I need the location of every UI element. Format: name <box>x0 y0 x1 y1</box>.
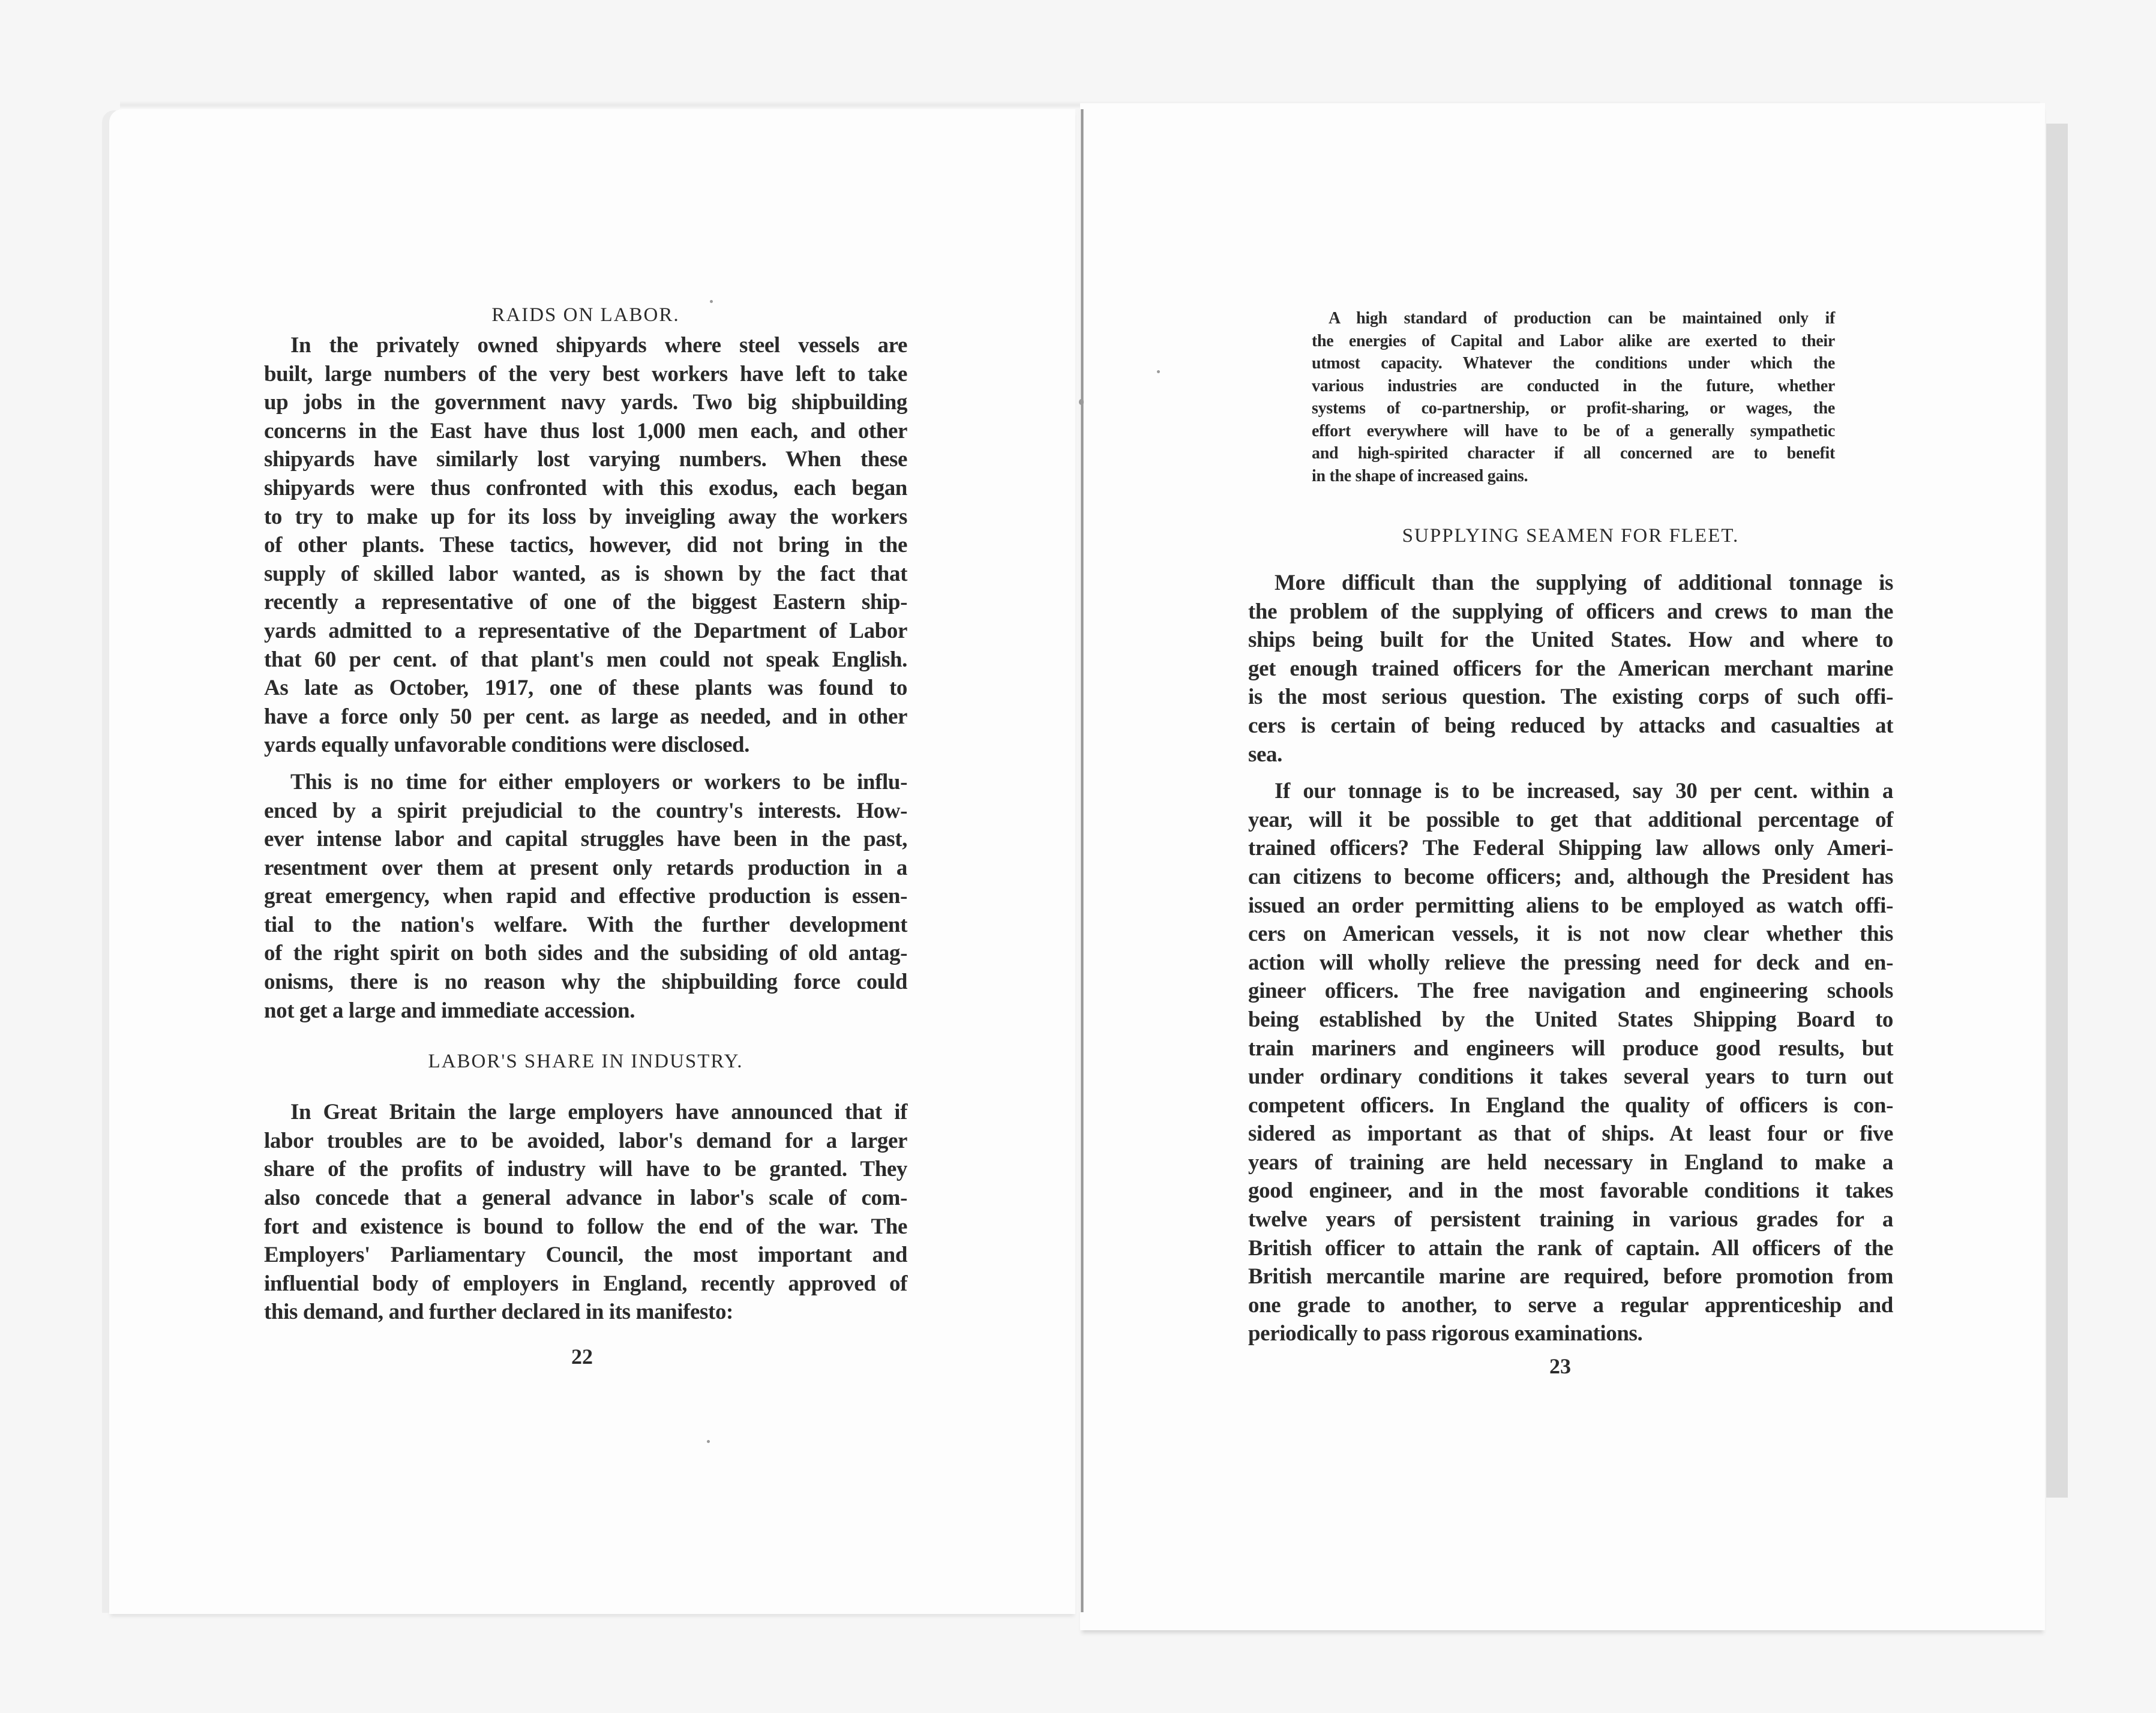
left-page-text <box>264 300 907 1327</box>
paragraph <box>1248 777 1893 1348</box>
page-number-left: 22 <box>571 1345 593 1369</box>
quote-line: A high standard of production can be maintained only if <box>1329 309 1835 328</box>
text-line: built, large numbers of the very best workers have left to take <box>264 361 907 386</box>
text-line: In the privately owned shipyards where steel vessels are <box>290 333 907 358</box>
text-line: As late as October, 1917, one of these plants was found to <box>264 676 907 701</box>
text-line: also concede that a general advance in labor's scale of com- <box>264 1186 907 1211</box>
text-line: British officer to attain the rank of captain. All officers of the <box>1248 1235 1893 1261</box>
text-line: under ordinary conditions it takes several years to turn out <box>1248 1064 1893 1090</box>
text-line: labor troubles are to be avoided, labor's demand for a larger <box>264 1128 907 1153</box>
text-line: get enough trained officers for the American merchant marine <box>1248 656 1893 681</box>
text-line: gineer officers. The free navigation and engineering schools <box>1248 979 1893 1004</box>
text-line: periodically to pass rigorous examinations. <box>1248 1321 1643 1346</box>
section-heading-supplying-seamen-for-fleet: SUPPLYING SEAMEN FOR FLEET. <box>1402 525 1740 547</box>
text-line: year, will it be possible to get that additional percentage of <box>1248 807 1893 832</box>
paragraph <box>264 768 907 1025</box>
quote-line: systems of co-partnership, or profit-sharing, or wages, the <box>1312 399 1835 418</box>
text-line: fort and existence is bound to follow the end of the war. The <box>264 1214 907 1239</box>
book-spine <box>1081 109 1084 1612</box>
text-line: shipyards were thus confronted with this exodus, each began <box>264 475 907 500</box>
paragraph <box>264 331 907 760</box>
text-line: cers on American vessels, it is not now clear whether this <box>1248 922 1893 947</box>
text-line: train mariners and engineers will produce good results, but <box>1248 1036 1893 1061</box>
text-line: cers is certain of being reduced by attacks and casualties at <box>1248 713 1893 738</box>
text-line: that 60 per cent. of that plant's men could not speak English. <box>264 647 907 672</box>
text-line: enced by a spirit prejudicial to the country's interests. How- <box>264 798 907 823</box>
text-line: to try to make up for its loss by inveigling away the workers <box>264 504 907 529</box>
right-page-text <box>1248 521 1893 1348</box>
scan-speck <box>710 300 713 303</box>
text-line: have a force only 50 per cent. as large as needed, and in other <box>264 704 907 729</box>
text-line: More difficult than the supplying of additional tonnage is <box>1275 571 1893 595</box>
text-line: years of training are held necessary in England to make a <box>1248 1150 1893 1175</box>
section-heading-labors-share-in-industry: LABOR'S SHARE IN INDUSTRY. <box>428 1051 743 1073</box>
scan-speck <box>1079 399 1084 405</box>
text-line: competent officers. In England the quality of officers is con- <box>1248 1093 1893 1118</box>
text-line: of the right spirit on both sides and the subsiding of old antag- <box>264 941 907 966</box>
text-line: resentment over them at present only retards production in a <box>264 855 907 880</box>
text-line: In Great Britain the large employers have announced that if <box>290 1100 907 1125</box>
text-line: yards equally unfavorable conditions were disclosed. <box>264 733 750 758</box>
scan-speck <box>1157 370 1160 373</box>
text-line: recently a representative of one of the biggest Eastern ship- <box>264 590 907 615</box>
text-line: is the most serious question. The existing corps of such offi- <box>1248 685 1893 710</box>
paragraph <box>264 1098 907 1327</box>
text-line: the problem of the supplying of officers and crews to man the <box>1248 599 1893 624</box>
text-line: ships being built for the United States. How and where to <box>1248 628 1893 653</box>
page-stack-edge <box>2046 124 2068 1498</box>
text-line: supply of skilled labor wanted, as is shown by the fact that <box>264 561 907 586</box>
text-line: sea. <box>1248 742 1282 767</box>
text-line: onisms, there is no reason why the shipbuilding force could <box>264 970 907 995</box>
quote-line: and high-spirited character if all concerned are to benefit <box>1312 444 1835 463</box>
text-line: trained officers? The Federal Shipping law allows only Ameri- <box>1248 836 1893 861</box>
section-heading-raids-on-labor: RAIDS ON LABOR. <box>491 304 680 326</box>
text-line: shipyards have similarly lost varying numbers. When these <box>264 447 907 472</box>
text-line: up jobs in the government navy yards. Two big shipbuilding <box>264 390 907 415</box>
text-line: If our tonnage is to be increased, say 30 per cent. within a <box>1275 779 1893 804</box>
block-quote <box>1312 307 1835 487</box>
text-line: of other plants. These tactics, however, did not bring in the <box>264 533 907 558</box>
page-number-right: 23 <box>1549 1354 1571 1378</box>
quote-line: utmost capacity. Whatever the conditions under which the <box>1312 354 1835 373</box>
text-line: one grade to another, to serve a regular apprenticeship and <box>1248 1292 1893 1318</box>
text-line: not get a large and immediate accession. <box>264 998 635 1023</box>
text-line: twelve years of persistent training in various grades for a <box>1248 1207 1893 1232</box>
quote-line: various industries are conducted in the future, whether <box>1312 376 1835 395</box>
text-line: share of the profits of industry will have to be granted. They <box>264 1157 907 1182</box>
text-line: British mercantile marine are required, before promotion from <box>1248 1264 1893 1289</box>
text-line: action will wholly relieve the pressing need for deck and en- <box>1248 950 1893 975</box>
text-line: great emergency, when rapid and effective production is essen- <box>264 884 907 909</box>
text-line: good engineer, and in the most favorable conditions it takes <box>1248 1178 1893 1204</box>
text-line: sidered as important as that of ships. At least four or five <box>1248 1121 1893 1147</box>
quote-line: in the shape of increased gains. <box>1312 466 1528 485</box>
text-line: can citizens to become officers; and, although the President has <box>1248 864 1893 889</box>
paragraph <box>1248 569 1893 769</box>
text-line: issued an order permitting aliens to be employed as watch offi- <box>1248 893 1893 918</box>
quote-line: effort everywhere will have to be of a generally sympathetic <box>1312 421 1835 440</box>
text-line: being established by the United States Shipping Board to <box>1248 1007 1893 1032</box>
text-line: concerns in the East have thus lost 1,000 men each, and other <box>264 418 907 443</box>
text-line: tial to the nation's welfare. With the further development <box>264 912 907 937</box>
text-line: yards admitted to a representative of the Department of Labor <box>264 618 907 643</box>
scan-speck <box>707 1440 710 1443</box>
quote-line: the energies of Capital and Labor alike are exerted to their <box>1312 331 1835 350</box>
text-line: influential body of employers in England, recently approved of <box>264 1271 907 1296</box>
text-line: Employers' Parliamentary Council, the most important and <box>264 1243 907 1268</box>
text-line: ever intense labor and capital struggles have been in the past, <box>264 827 907 852</box>
text-line: This is no time for either employers or workers to be influ- <box>290 769 907 794</box>
text-line: this demand, and further declared in its manifesto: <box>264 1300 733 1325</box>
